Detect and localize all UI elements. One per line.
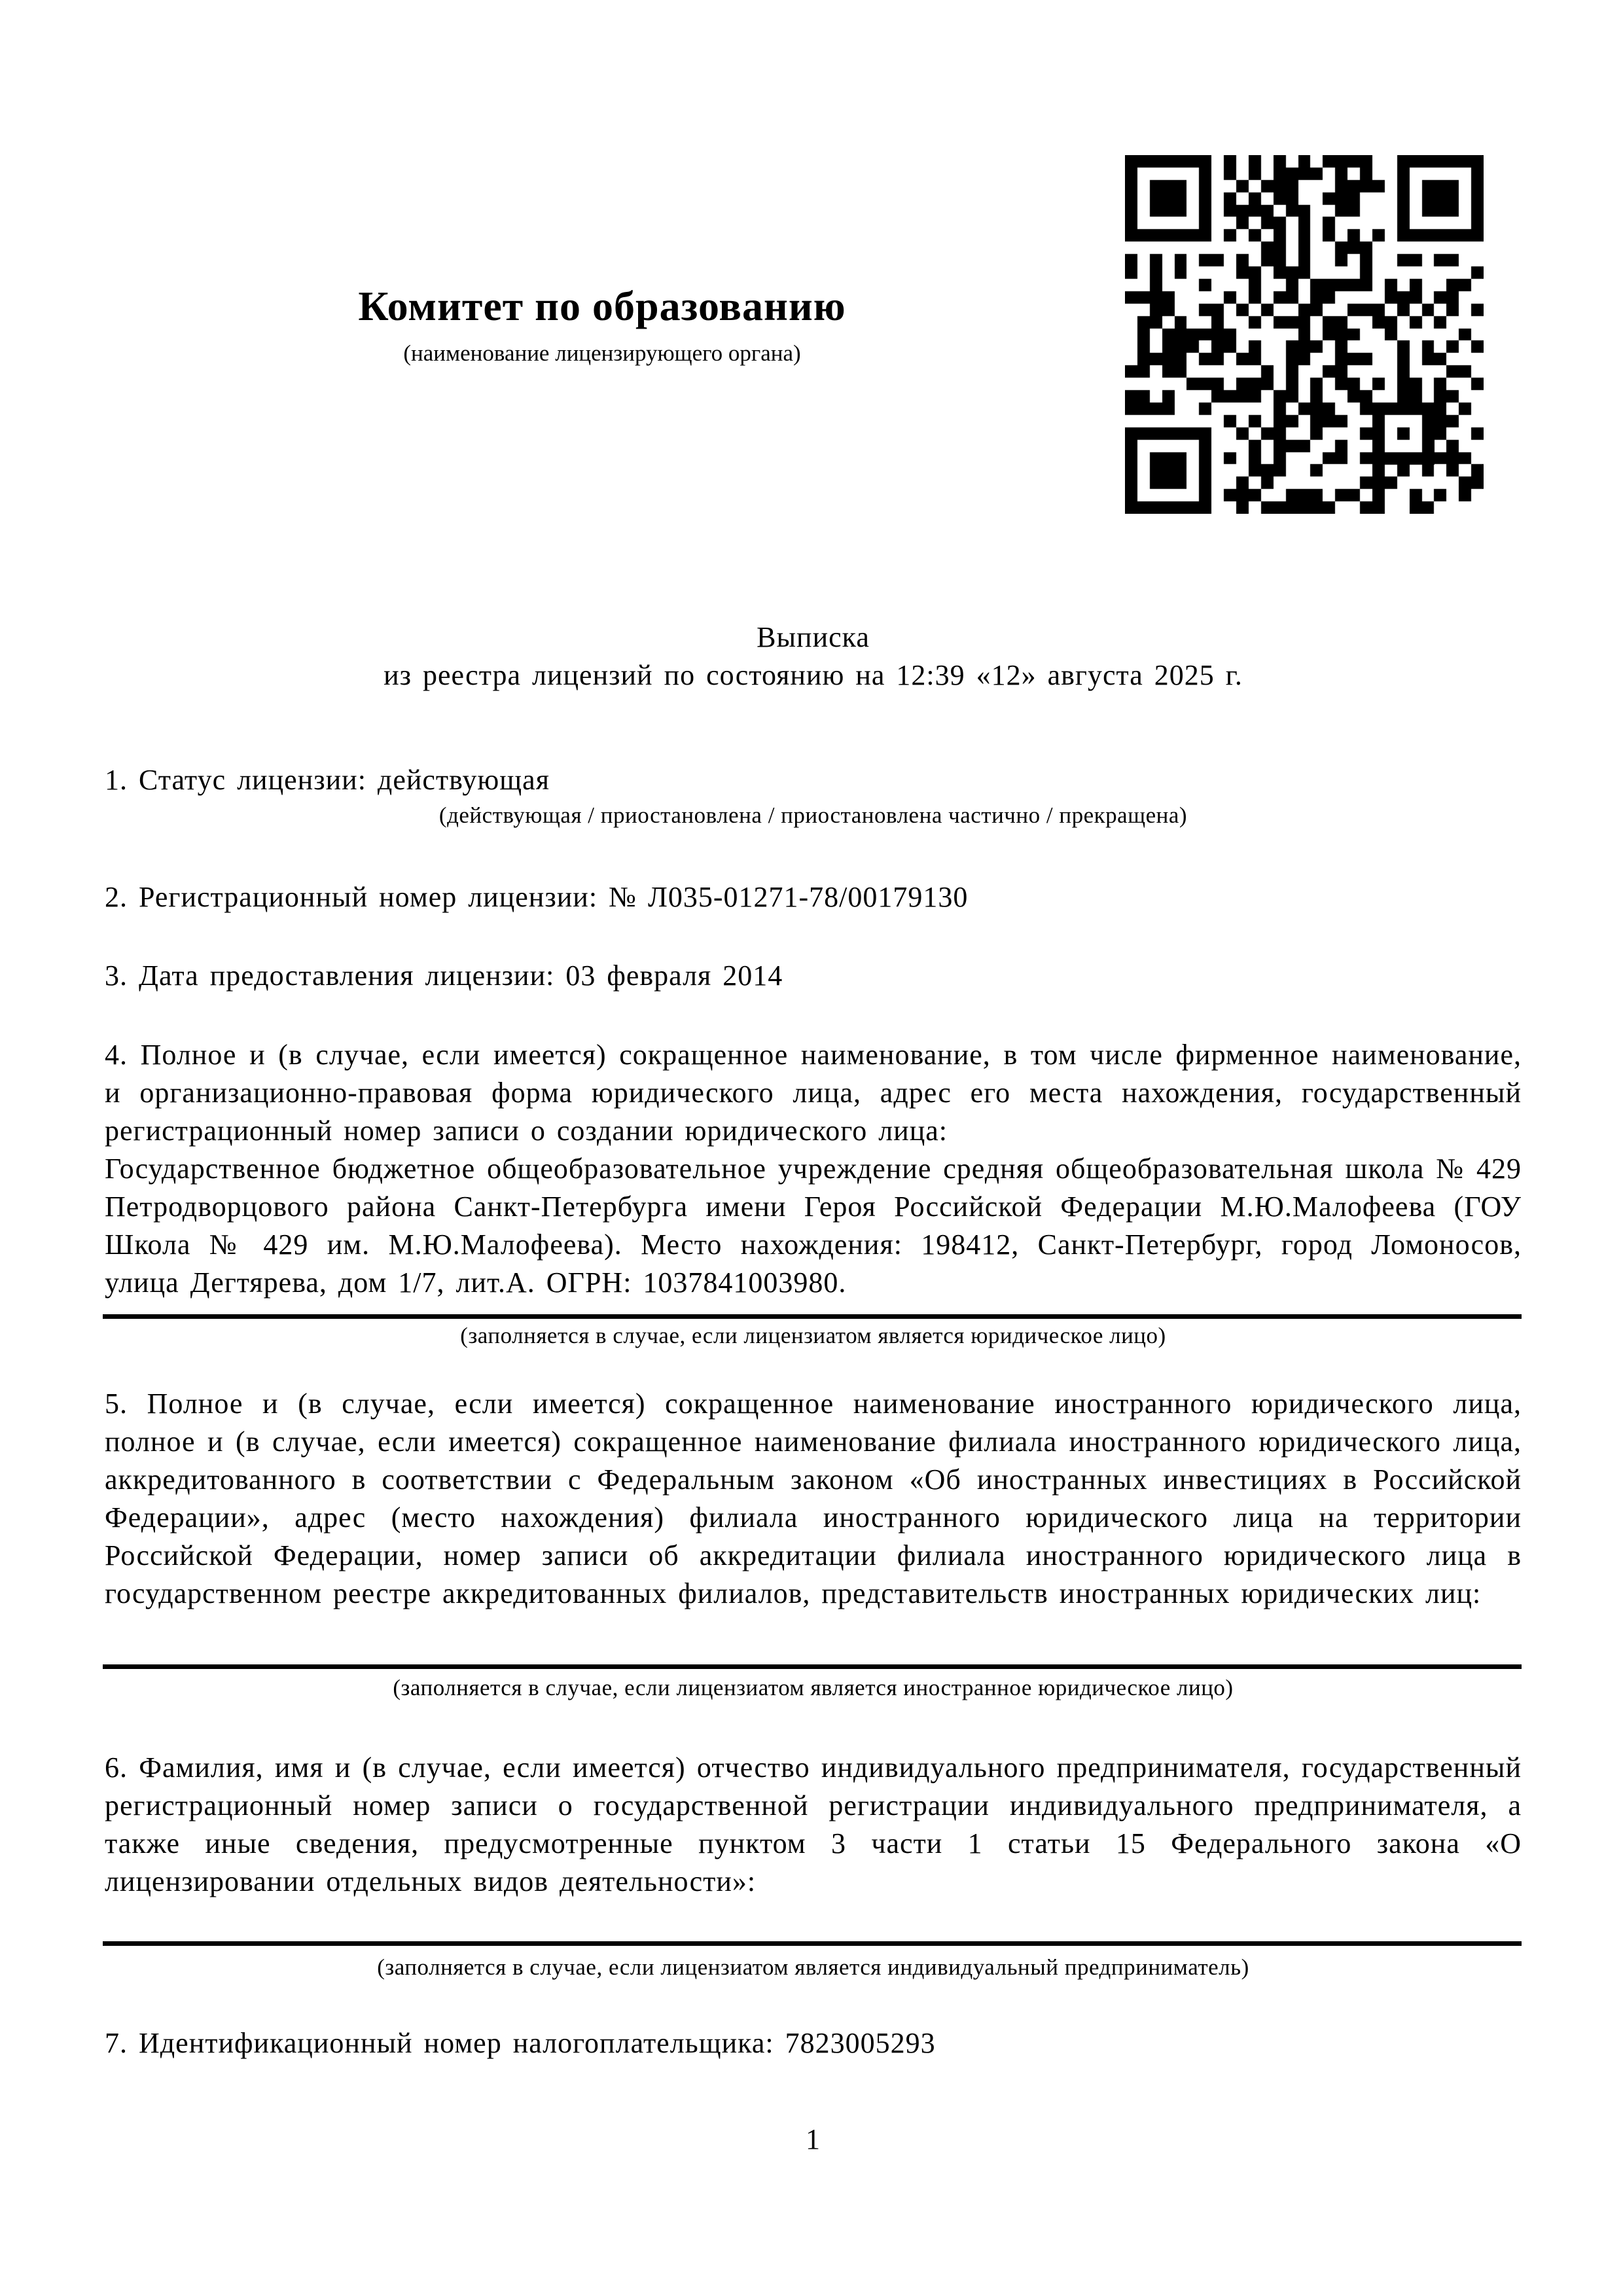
item-4-caption: (заполняется в случае, если лицензиатом является юридическое лицо) (460, 1323, 1166, 1348)
item-4-text: 4. Полное и (в случае, если имеется) сокращенное наименование, в том числе фирменное наименование, и организационно-правовая форма юридического лица, адрес его места нахождения, государственный регистрационный номер записи о создании юридического лица: (105, 1039, 1522, 1147)
licensing-authority-block (105, 281, 1099, 368)
document-subtitle: из реестра лицензий по состоянию на 12:39 «12» августа 2025 г. (383, 659, 1243, 691)
item-5-text: 5. Полное и (в случае, если имеется) сокращенное наименование иностранного юридического лица, полное и (в случае, если имеется) сокращенное наименование филиала иностранного юридического лица, аккредитованного в соответствии с Федеральным законом «Об иностранных инвестициях в Российской Федерации», адрес (место нахождения) филиала иностранного юридического лица на территории Российской Федерации, номер записи об аккредитации филиала иностранного юридического лица в государственном реестре аккредитованных филиалов, представительств иностранных юридических лиц: (105, 1388, 1522, 1609)
item-6-text: 6. Фамилия, имя и (в случае, если имеется) отчество индивидуального предпринимателя, государственный регистрационный номер записи о государственной регистрации индивидуального предпринимателя, а также иные сведения, предусмотренные пунктом 3 части 1 статьи 15 Федерального закона «О лицензировании отдельных видов деятельности»: (105, 1751, 1522, 1897)
item-6-caption: (заполняется в случае, если лицензиатом является индивидуальный предприниматель) (377, 1954, 1249, 1980)
document-heading (105, 619, 1522, 694)
fill-line-legal-entity (103, 1314, 1522, 1319)
item-6-individual-entrepreneur (105, 1749, 1522, 1901)
licensing-authority-name: Комитет по образованию (358, 283, 846, 329)
item-5-caption: (заполняется в случае, если лицензиатом является иностранное юридическое лицо) (393, 1675, 1234, 1700)
fill-line-foreign-entity (103, 1664, 1522, 1669)
item-4-value: Государственное бюджетное общеобразовательное учреждение средняя общеобразовательная школа № 429 Петродворцового района Санкт-Петербурга имени Героя Российской Федерации М.Ю.Малофеева (ГОУ Школа № 429 им. М.Ю.Малофеева). Место нахождения: 198412, Санкт-Петербург, город Ломоносов, улица Дегтярева, дом 1/7, лит.А. ОГРН: 1037841003980. (105, 1153, 1522, 1299)
fill-line-individual-entrepreneur (103, 1941, 1522, 1946)
item-1-caption: (действующая / приостановлена / приостановлена частично / прекращена) (438, 802, 1188, 828)
page-number: 1 (806, 2123, 821, 2155)
licensing-authority-caption: (наименование лицензирующего органа) (403, 340, 801, 366)
item-2-registration-number: 2. Регистрационный номер лицензии: № Л035-01271-78/00179130 (105, 881, 969, 913)
document-title: Выписка (757, 621, 870, 653)
item-1-license-status: 1. Статус лицензии: действующая (105, 764, 550, 796)
item-5-foreign-entity (105, 1385, 1522, 1613)
item-7-taxpayer-number: 7. Идентификационный номер налогоплательщика: 7823005293 (105, 2027, 936, 2059)
item-4-legal-entity (105, 1036, 1522, 1302)
qr-code (1125, 155, 1484, 514)
item-3-license-date: 3. Дата предоставления лицензии: 03 февраля 2014 (105, 960, 783, 992)
